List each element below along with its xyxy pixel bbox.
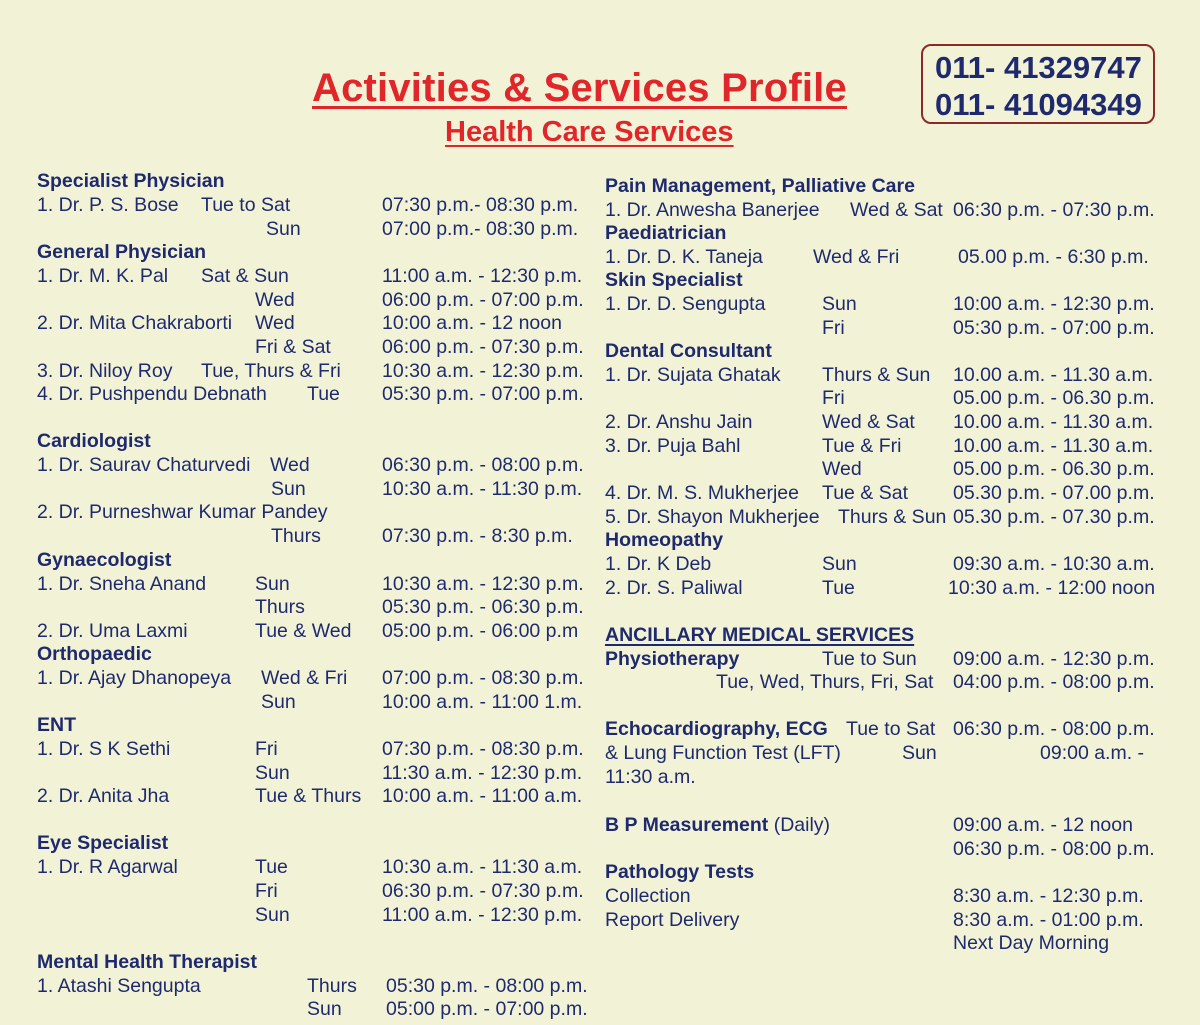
schedule-day: Fri [822,317,845,339]
section-heading: Dental Consultant [605,340,772,362]
schedule-day: Wed & Fri [261,667,348,689]
doctor-name: 1. Dr. S K Sethi [37,738,171,760]
schedule-time: 8:30 a.m. - 01:00 p.m. [953,909,1144,931]
schedule-time: 10:30 a.m. - 12:00 noon [948,577,1156,599]
schedule-day: Sun [307,998,342,1020]
doctor-name: 4. Dr. Pushpendu Debnath [37,383,267,405]
schedule-time: 11:30 a.m. [605,766,696,788]
service-label: & Lung Function Test (LFT) [605,742,841,764]
schedule-day: Thurs & Sun [822,364,931,386]
schedule-time: 10:30 a.m. - 11:30 a.m. [382,856,583,878]
section-heading: Specialist Physician [37,170,225,192]
schedule-day: Sun [902,742,937,764]
schedule-day: Tue & Thurs [255,785,362,807]
schedule-day: Tue to Sat [846,718,936,740]
schedule-time: 09:00 a.m. - 12:30 p.m. [953,648,1155,670]
schedule-time: 10:30 a.m. - 11:30 p.m. [382,478,583,500]
schedule-day: Sun [822,553,857,575]
schedule-day: Wed & Sat [850,199,943,221]
schedule-time: 10:00 a.m. - 11:00 1.m. [382,691,583,713]
schedule-time: 05.30 p.m. - 07.30 p.m. [953,506,1155,528]
service-label: Collection [605,885,691,907]
doctor-name: 2. Dr. Anita Jha [37,785,170,807]
section-heading: Homeopathy [605,529,724,551]
schedule-time: 05:30 p.m. - 06:30 p.m. [382,596,584,618]
schedule-day: Tue to Sat [201,194,291,216]
schedule-time: 09:00 a.m. - 12 noon [953,814,1133,836]
doctor-name: 3. Dr. Puja Bahl [605,435,741,457]
schedule-day: Thurs [255,596,305,618]
schedule-day: Tue, Wed, Thurs, Fri, Sat [716,671,934,693]
bp-label: B P Measurement [605,814,769,836]
schedule-time: 8:30 a.m. - 12:30 p.m. [953,885,1144,907]
section-heading: Mental Health Therapist [37,951,257,973]
schedule-time: 05.00 p.m. - 6:30 p.m. [958,246,1149,268]
schedule-time: 06:00 p.m. - 07:30 p.m. [382,336,584,358]
section-heading: ENT [37,714,76,736]
page-title: Activities & Services Profile [312,66,847,110]
schedule-day: Fri & Sat [255,336,331,358]
doctor-name: 1. Dr. Sneha Anand [37,573,207,595]
schedule-day: Tue, Thurs & Fri [201,360,341,382]
doctor-name: 1. Dr. D. K. Taneja [605,246,763,268]
service-label: Echocardiography, ECG [605,718,828,740]
section-heading: Gynaecologist [37,549,172,571]
schedule-time: 06:00 p.m. - 07:00 p.m. [382,289,584,311]
service-label: Report Delivery [605,909,740,931]
schedule-time: 05:30 p.m. - 07:00 p.m. [382,383,584,405]
schedule-day: Wed [270,454,310,476]
schedule-day: Fri [255,880,278,902]
schedule-time: 07:00 p.m. - 08:30 p.m. [382,667,584,689]
schedule-day: Tue [307,383,340,405]
doctor-name: 1. Dr. Ajay Dhanopeya [37,667,232,689]
schedule-time: 11:30 a.m. - 12:30 p.m. [382,762,583,784]
schedule-time: 06:30 p.m. - 08:00 p.m. [953,838,1155,860]
schedule-day: Thurs [271,525,321,547]
schedule-day: Fri [255,738,278,760]
schedule-day: Sun [266,218,301,240]
schedule-day: Wed [822,458,862,480]
schedule-time: 11:00 a.m. - 12:30 p.m. [382,265,583,287]
schedule-day: Thurs [307,975,357,997]
doctor-name: 2. Dr. Uma Laxmi [37,620,188,642]
service-label: Pathology Tests [605,861,755,883]
schedule-day: Wed [255,312,295,334]
page-subtitle: Health Care Services [445,116,734,148]
phone-box [921,44,1155,124]
schedule-time: 10.00 a.m. - 11.30 a.m. [953,435,1154,457]
section-heading: Eye Specialist [37,832,169,854]
schedule-time: 10.00 a.m. - 11.30 a.m. [953,364,1154,386]
schedule-day: Tue & Wed [255,620,352,642]
schedule-time: 07:30 p.m. - 08:30 p.m. [382,738,584,760]
schedule-time: 05.00 p.m. - 06.30 p.m. [953,458,1155,480]
schedule-time: 10:00 a.m. - 12:30 p.m. [953,293,1155,315]
phone-number-2: 011- 41094349 [935,87,1142,122]
schedule-time: 07:30 p.m.- 08:30 p.m. [382,194,579,216]
service-label: Physiotherapy [605,648,740,670]
doctor-name: 1. Dr. Sujata Ghatak [605,364,781,386]
schedule-time: 06:30 p.m. - 07:30 p.m. [953,199,1155,221]
doctor-name: 2. Dr. Anshu Jain [605,411,753,433]
schedule-time: 05.00 p.m. - 06.30 p.m. [953,387,1155,409]
schedule-time: 10:00 a.m. - 11:00 a.m. [382,785,583,807]
schedule-note: Next Day Morning [953,932,1110,954]
schedule-time: 10:30 a.m. - 12:30 p.m. [382,573,584,595]
schedule-time: 05:30 p.m. - 07:00 p.m. [953,317,1155,339]
schedule-day: Thurs & Sun [838,506,947,528]
ancillary-heading: ANCILLARY MEDICAL SERVICES [605,624,915,646]
doctor-name: 5. Dr. Shayon Mukherjee [605,506,820,528]
schedule-day: Tue [255,856,288,878]
schedule-time: 05.30 p.m. - 07.00 p.m. [953,482,1155,504]
schedule-time: 05:00 p.m. - 06:00 p.m [382,620,579,642]
doctor-name: 1. Dr. P. S. Bose [37,194,179,216]
schedule-time: 06:30 p.m. - 08:00 p.m. [382,454,584,476]
section-heading: Pain Management, Palliative Care [605,175,915,197]
schedule-time: 06:30 p.m. - 07:30 p.m. [382,880,584,902]
section-heading: Skin Specialist [605,269,743,291]
schedule-day: Wed [255,289,295,311]
section-heading: General Physician [37,241,207,263]
doctor-name: 1. Dr. D. Sengupta [605,293,766,315]
schedule-day: Tue & Fri [822,435,902,457]
schedule-day: Sun [822,293,857,315]
schedule-day: Sun [261,691,296,713]
doctor-name: 4. Dr. M. S. Mukherjee [605,482,799,504]
schedule-day: Sun [255,904,290,926]
doctor-name: 1. Atashi Sengupta [37,975,201,997]
schedule-day: Wed & Sat [822,411,915,433]
schedule-time: 05:00 p.m. - 07:00 p.m. [386,998,588,1020]
doctor-name: 2. Dr. Purneshwar Kumar Pandey [37,501,328,523]
phone-number-1: 011- 41329747 [935,50,1142,85]
schedule-day: Sun [255,762,290,784]
doctor-name: 1. Dr. R Agarwal [37,856,178,878]
doctor-name: 1. Dr. M. K. Pal [37,265,169,287]
schedule-time: 11:00 a.m. - 12:30 p.m. [382,904,583,926]
schedule-day: Tue & Sat [822,482,908,504]
schedule-time: 10.00 a.m. - 11.30 a.m. [953,411,1154,433]
schedule-time: 10:00 a.m. - 12 noon [382,312,562,334]
schedule-time: 07:00 p.m.- 08:30 p.m. [382,218,579,240]
schedule-day: Wed & Fri [813,246,900,268]
bp-note: (Daily) [768,814,831,836]
doctor-name: 2. Dr. S. Paliwal [605,577,743,599]
schedule-time: 09:30 a.m. - 10:30 a.m. [953,553,1155,575]
service-label [605,814,830,837]
section-heading: Orthopaedic [37,643,152,665]
schedule-day: Sat & Sun [201,265,289,287]
schedule-time: 10:30 a.m. - 12:30 p.m. [382,360,584,382]
schedule-time: 05:30 p.m. - 08:00 p.m. [386,975,588,997]
schedule-time: 07:30 p.m. - 8:30 p.m. [382,525,573,547]
schedule-day: Sun [255,573,290,595]
section-heading: Cardiologist [37,430,151,452]
doctor-name: 2. Dr. Mita Chakraborti [37,312,233,334]
schedule-time: 09:00 a.m. - [1040,742,1145,764]
schedule-time: 04:00 p.m. - 08:00 p.m. [953,671,1155,693]
section-heading: Paediatrician [605,222,727,244]
doctor-name: 1. Dr. Anwesha Banerjee [605,199,820,221]
schedule-day: Tue to Sun [822,648,917,670]
schedule-day: Fri [822,387,845,409]
schedule-day: Sun [271,478,306,500]
doctor-name: 1. Dr. K Deb [605,553,712,575]
schedule-day: Tue [822,577,855,599]
doctor-name: 1. Dr. Saurav Chaturvedi [37,454,251,476]
doctor-name: 3. Dr. Niloy Roy [37,360,173,382]
schedule-time: 06:30 p.m. - 08:00 p.m. [953,718,1155,740]
